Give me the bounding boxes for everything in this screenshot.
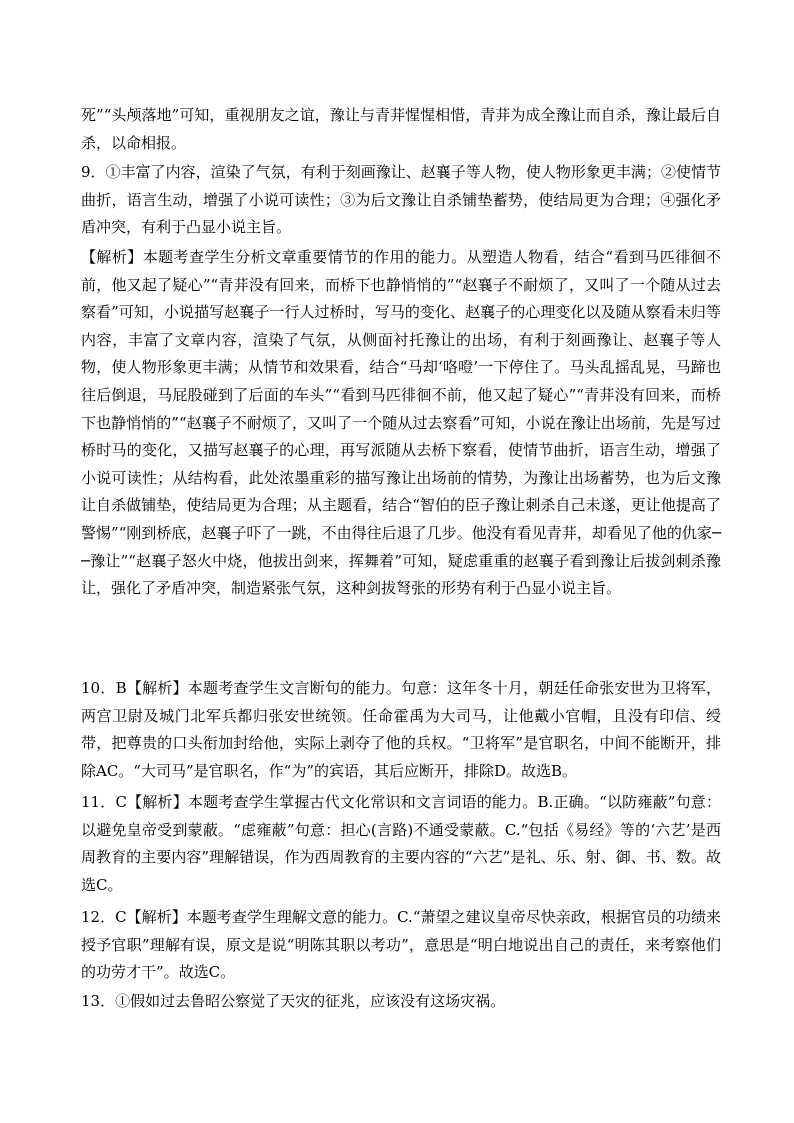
answer-paragraph-8-continuation: 死”“头颅落地”可知，重视朋友之谊，豫让与青荓惺惺相惜，青荓为成全豫让而自杀，豫让最后自杀，以命相报。 — [81, 106, 721, 152]
answer-paragraph-9: 9．①丰富了内容，渲染了气氛，有利于刻画豫让、赵襄子等人物，使人物形象更丰满；②使情节曲折，语言生动，增强了小说可读性；③为后文豫让自杀铺垫蓄势，使结局更为合理；④强化矛盾冲突，有利于凸显小说主旨。 — [81, 163, 721, 237]
answer-paragraph-11: 11．C【解析】本题考查学生掌握古代文化常识和文言词语的能力。B.正确。“以防雍蔽”句意：以避免皇帝受到蒙蔽。“虑雍蔽”句意：担心(言路)不通受蒙蔽。C.“包括《易经》等的‘六艺’是西周教育的主要内容”理解错误，作为西周教育的主要内容的“六艺”是礼、乐、射、御、书、数。故选C。 — [81, 793, 721, 894]
answer-paragraph-10: 10．B【解析】本题考查学生文言断句的能力。句意：这年冬十月，朝廷任命张安世为卫将军，两宫卫尉及城门北军兵都归张安世统领。任命霍禹为大司马，让他戴小官帽，且没有印信、绶带，把尊贵的口头衔加封给他，实际上剥夺了他的兵权。“卫将军”是官职名，中间不能断开，排除AC。“大司马”是官职名，作“为”的宾语，其后应断开，排除D。故选B。 — [81, 679, 721, 780]
answer-paragraph-13: 13．①假如过去鲁昭公察觉了天灾的征兆，应该没有这场灾祸。 — [81, 992, 506, 1010]
analysis-paragraph-9: 【解析】本题考查学生分析文章重要情节的作用的能力。从塑造人物看，结合“看到马匹徘徊不前，他又起了疑心”“青荓没有回来，而桥下也静悄悄的”“赵襄子不耐烦了，又叫了一个随从过去察看”可知，小说描写赵襄子一行人过桥时，写马的变化、赵襄子的心理变化以及随从察看未归等内容，丰富了文章内容，渲染了气氛，从侧面衬托豫让的出场，有利于刻画豫让、赵襄子等人物，使人物形象更丰满；从情节和效果看，结合“马却‘咯噔’一下停住了。马头乱摇乱晃，马蹄也往后倒退，马屁股碰到了后面的车头”“看到马匹徘徊不前，他又起了疑心”“青荓没有回来，而桥下也静悄悄的”“赵襄子不耐烦了，又叫了一个随从过去察看”可知，小说在豫让出场前，先是写过桥时马的变化，又描写赵襄子的心理，再写派随从去桥下察看，使情节曲折，语言生动，增强了小说可读性；从结构看，此处浓墨重彩的描写豫让出场前的情势，为豫让出场蓄势，也为后文豫让自杀做铺垫，使结局更为合理；从主题看，结合“智伯的臣子豫让刺杀自己未遂，更让他提高了警惕”“刚到桥底，赵襄子吓了一跳，不由得往后退了几步。他没有看见青荓，却看见了他的仇家──豫让”“赵襄子怒火中烧，他拔出剑来，挥舞着”可知，疑虑重重的赵襄子看到豫让后拔剑刺杀豫让，强化了矛盾冲突，制造紧张气氛，这种剑拔弩张的形势有利于凸显小说主旨。 — [81, 248, 721, 598]
answer-paragraph-12: 12．C【解析】本题考查学生理解文意的能力。C.“萧望之建议皇帝尽快亲政，根据官员的功绩来授予官职”理解有误，原文是说“明陈其职以考功”，意思是“明白地说出自己的责任，来考察他们的功劳才干”。故选C。 — [81, 908, 721, 982]
